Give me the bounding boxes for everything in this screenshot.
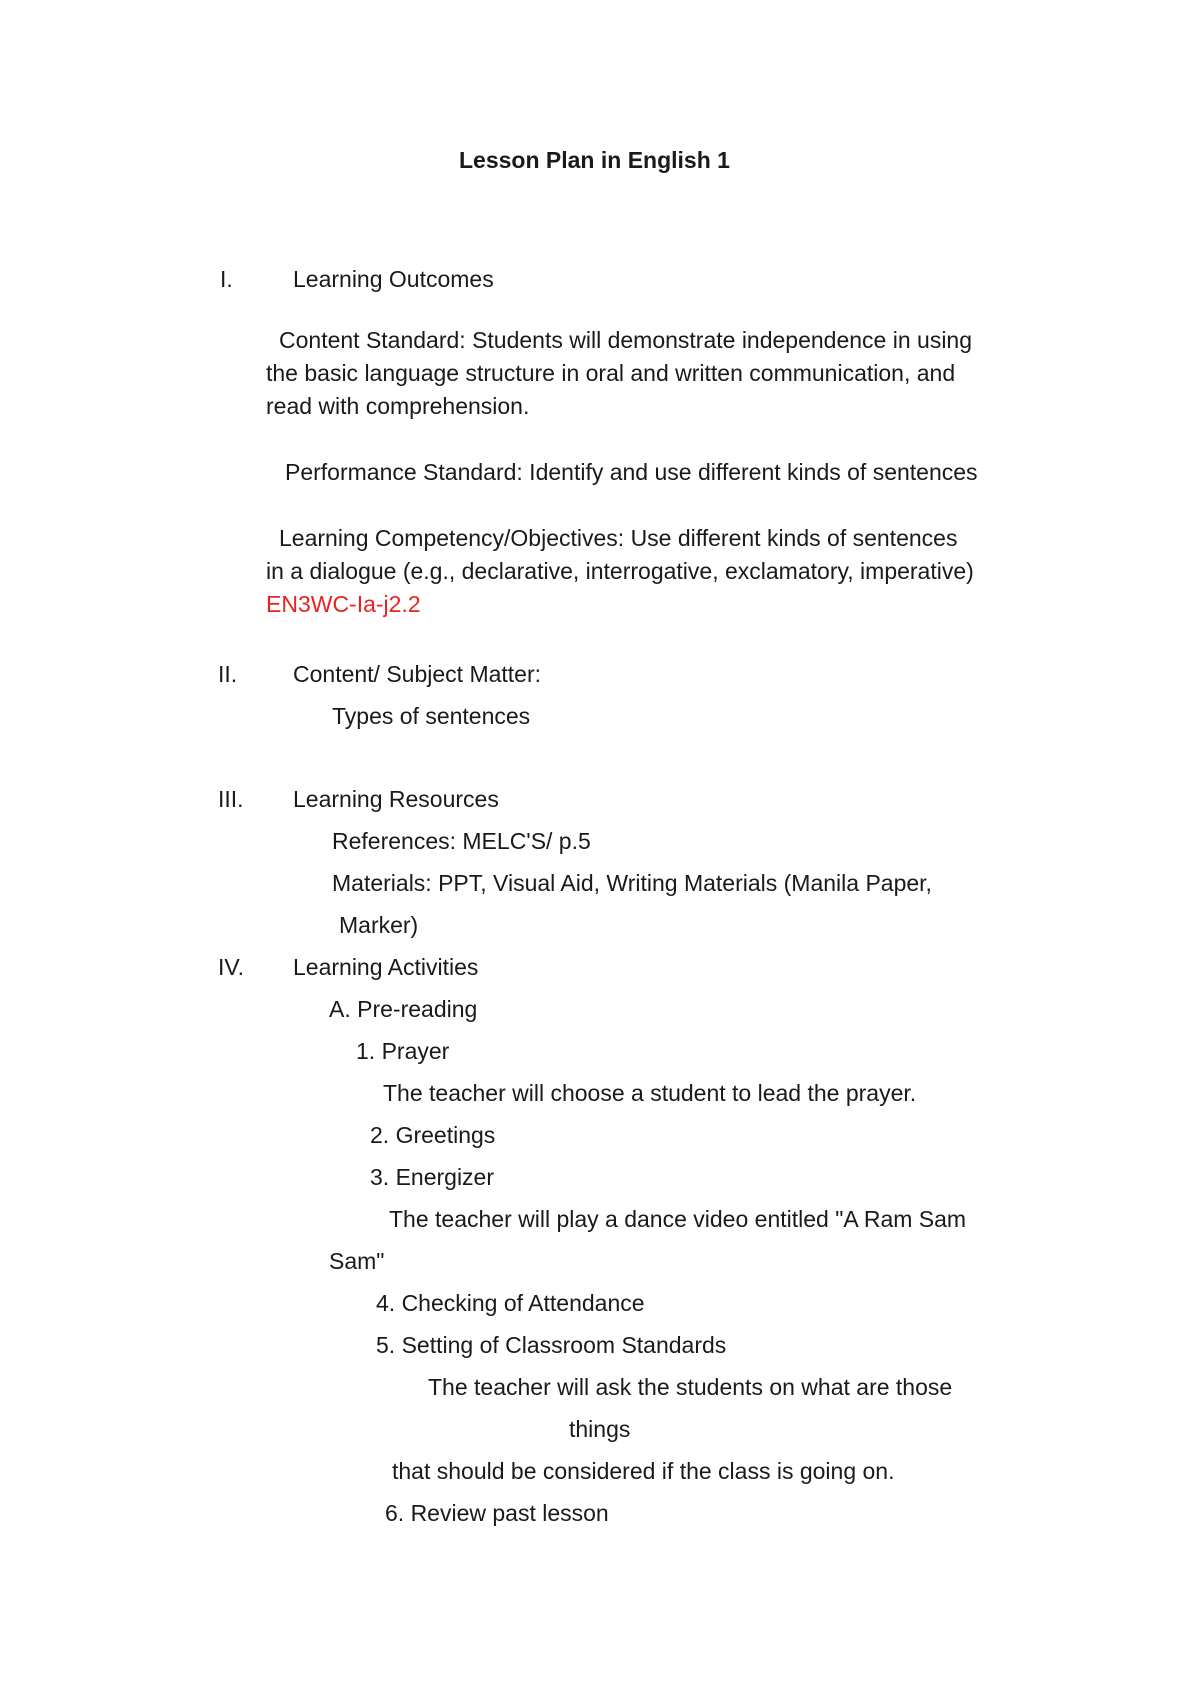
section-4-numeral: IV. — [218, 954, 245, 980]
item-review-past-lesson: 6. Review past lesson — [385, 1500, 609, 1526]
document-title: Lesson Plan in English 1 — [459, 147, 730, 173]
energizer-desc-line-2: Sam" — [329, 1248, 385, 1274]
standards-desc-line-2: things — [569, 1416, 631, 1442]
materials-line-1: Materials: PPT, Visual Aid, Writing Materials (Manila Paper, — [332, 870, 932, 896]
item-energizer: 3. Energizer — [370, 1164, 495, 1190]
standards-desc-line-3: that should be considered if the class is going on. — [392, 1458, 895, 1484]
content-standard-line-1: Content Standard: Students will demonstrate independence in using — [279, 327, 973, 353]
section-1-heading: Learning Outcomes — [293, 266, 494, 292]
section-2-heading: Content/ Subject Matter: — [293, 661, 542, 687]
materials-line-2: Marker) — [339, 912, 419, 938]
energizer-desc-line-1: The teacher will play a dance video entitled "A Ram Sam — [389, 1206, 967, 1232]
section-3-numeral: III. — [218, 786, 244, 812]
section-3-heading: Learning Resources — [293, 786, 499, 812]
content-standard-line-3: read with comprehension. — [266, 393, 530, 419]
item-prayer-desc: The teacher will choose a student to lead the prayer. — [383, 1080, 917, 1106]
competency-code: EN3WC-Ia-j2.2 — [266, 591, 421, 617]
item-greetings: 2. Greetings — [370, 1122, 496, 1148]
competency-line-2: in a dialogue (e.g., declarative, interrogative, exclamatory, imperative) — [266, 558, 974, 584]
subject-matter-topic: Types of sentences — [332, 703, 531, 729]
section-4-heading: Learning Activities — [293, 954, 479, 980]
section-2-numeral: II. — [218, 661, 238, 687]
pre-reading-heading: A. Pre-reading — [329, 996, 478, 1022]
references: References: MELC'S/ p.5 — [332, 828, 591, 854]
item-prayer: 1. Prayer — [356, 1038, 450, 1064]
competency-line-1: Learning Competency/Objectives: Use different kinds of sentences — [279, 525, 958, 551]
item-attendance: 4. Checking of Attendance — [376, 1290, 645, 1316]
standards-desc-line-1: The teacher will ask the students on what are those — [428, 1374, 953, 1400]
performance-standard: Performance Standard: Identify and use different kinds of sentences — [285, 459, 978, 485]
content-standard-line-2: the basic language structure in oral and written communication, and — [266, 360, 956, 386]
section-1-numeral: I. — [220, 266, 233, 292]
item-classroom-standards: 5. Setting of Classroom Standards — [376, 1332, 727, 1358]
